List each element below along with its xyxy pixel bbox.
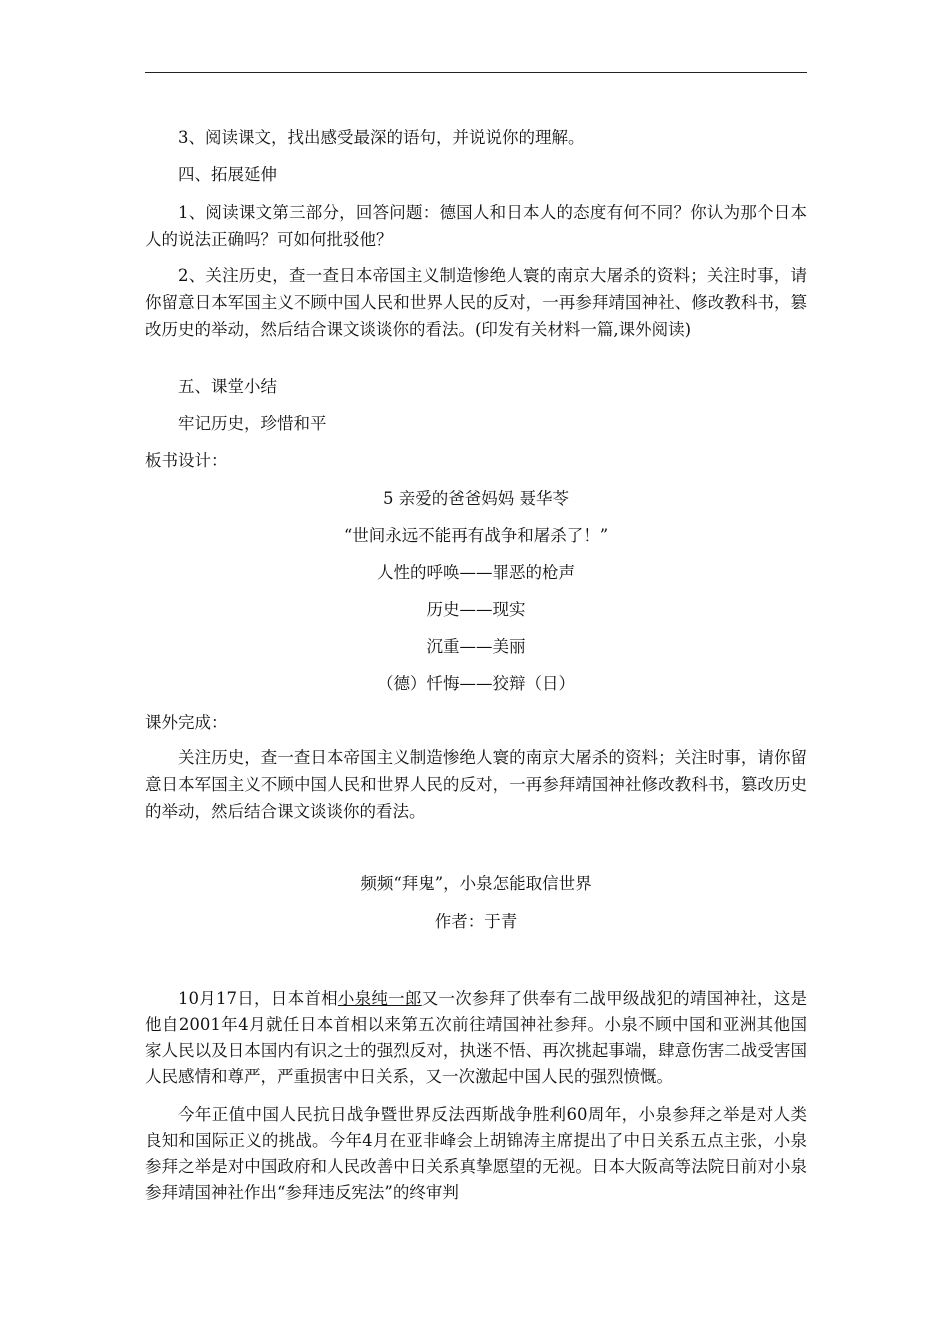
summary-text: 牢记历史，珍惜和平: [178, 414, 327, 433]
item-3: 3、阅读课文，找出感受最深的语句，并说说你的理解。: [178, 128, 585, 147]
header-rule: [145, 72, 807, 73]
article-title: 频频“拜鬼”，小泉怎能取信世界: [360, 874, 592, 893]
article-paragraph-2: 今年正值中国人民抗日战争暨世界反法西斯战争胜利60周年，小泉参拜之举是对人类良知和国际正义的挑战。今年4月在亚非峰会上胡锦涛主席提出了中日关系五点主张，小泉参拜之举是对中国政府和人民改善中日关系真挚愿望的无视。日本大阪高等法院日前对小泉参拜靖国神社作出“参拜违反宪法”的终审判: [145, 1105, 807, 1202]
item-4-2: 2、关注历史，查一查日本帝国主义制造惨绝人寰的南京大屠杀的资料；关注时事，请你留意日本军国主义不顾中国人民和世界人民的反对，一再参拜靖国神社、修改教科书，篡改历史的举动，然后结合课文谈谈你的看法。(印发有关材料一篇,课外阅读): [145, 266, 807, 339]
board-line-5: 沉重——美丽: [426, 637, 526, 656]
board-line-1: 5 亲爱的爸爸妈妈 聂华苓: [383, 489, 569, 508]
board-line-2: “世间永远不能再有战争和屠杀了！”: [343, 526, 609, 545]
heading-extension: 四、拓展延伸: [178, 165, 277, 184]
board-line-3: 人性的呼唤——罪恶的枪声: [377, 563, 575, 582]
homework-label: 课外完成：: [145, 713, 228, 732]
article-author: 作者：于青: [434, 912, 518, 931]
person-link[interactable]: 小泉纯一郎: [337, 989, 422, 1008]
item-4-1: 1、阅读课文第三部分，回答问题：德国人和日本人的态度有何不同？你认为那个日本人的说法正确吗？可如何批驳他？: [145, 203, 807, 249]
article-paragraph-1: [145, 986, 807, 1090]
board-line-4: 历史——现实: [426, 600, 526, 619]
p1-after: 又一次参拜了供奉有二战甲级战犯的靖国神社，这是他自2001年4月就任日本首相以来第五次前往靖国神社参拜。小泉不顾中国和亚洲其他国家人民以及日本国内有识之士的强烈反对，执迷不悟、再次挑起事端，肆意伤害二战受害国人民感情和尊严，严重损害中日关系，又一次激起中国人民的强烈愤慨。: [145, 989, 808, 1086]
heading-summary: 五、课堂小结: [178, 377, 277, 396]
homework-text: 关注历史，查一查日本帝国主义制造惨绝人寰的南京大屠杀的资料；关注时事，请你留意日本军国主义不顾中国人民和世界人民的反对，一再参拜靖国神社修改教科书，篡改历史的举动，然后结合课文谈谈你的看法。: [145, 748, 807, 821]
p1-before: 10月17日，日本首相: [178, 989, 338, 1008]
board-label: 板书设计：: [145, 451, 228, 470]
board-line-6: （德）忏悔——狡辩（日）: [377, 674, 575, 693]
